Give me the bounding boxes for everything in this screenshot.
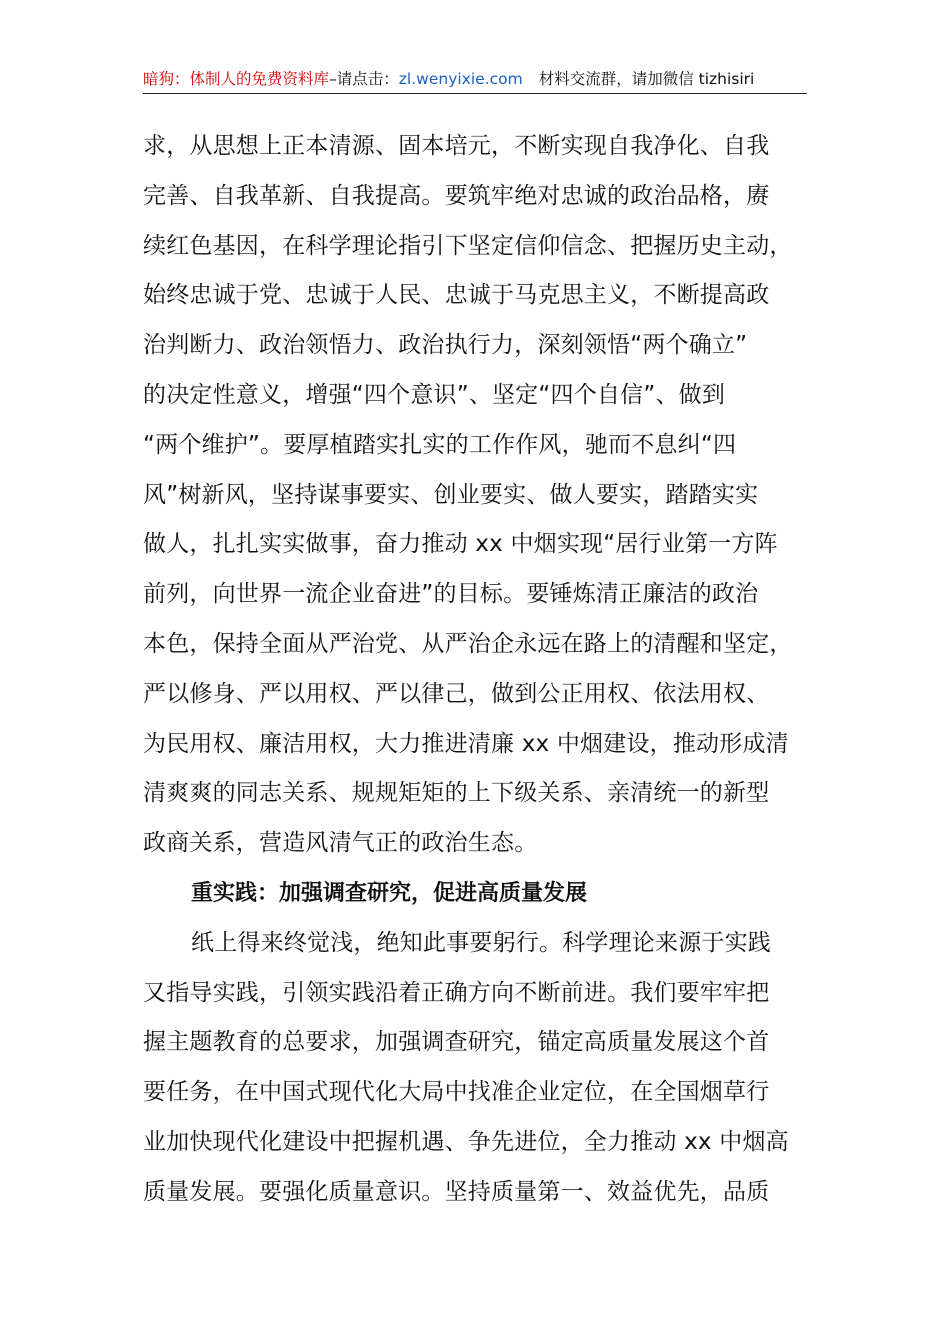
page-header <box>143 64 807 94</box>
header-link[interactable]: zl.wenyixie.com <box>398 70 523 88</box>
header-click-prefix: –请点击： <box>329 70 399 88</box>
document-body <box>143 122 818 1218</box>
section-heading: 重实践：加强调查研究，促进高质量发展 <box>191 880 588 906</box>
header-brand: 暗狗：体制人的免费资料库 <box>143 70 330 88</box>
body-paragraph-2: 纸上得来终觉浅，绝知此事要躬行。科学理论来源于实践 又指导实践，引领实践沿着正确方向不断前进。我们要牢牢把 握主题教育的总要求，加强调查研究，锚定高质量发展这个首 要任务，在中国式现代化大局中找准企业定位，在全国烟草行 业加快现代化建设中把握机遇、争先进位，全力推动 xx 中烟高 质量发展。要强化质量意识。坚持质量第一、效益优先，品质 <box>143 929 789 1205</box>
body-paragraph-1: 求，从思想上正本清源、固本培元，不断实现自我净化、自我 完善、自我革新、自我提高。要筑牢绝对忠诚的政治品格，赓 续红色基因，在科学理论指引下坚定信仰信念、把握历史主动， 始终忠诚于党、忠诚于人民、忠诚于马克思主义，不断提高政 治判断力、政治领悟力、政治执行力，深刻领悟“两个确立” 的决定性意义，增强“四个意识”、坚定“四个自信”、做到 “两个维护”。要厚植踏实扎实的工作作风，驰而不息纠“四 风”树新风，坚持谋事要实、创业要实、做人要实，踏踏实实 做人，扎扎实实做事，奋力推动 xx 中烟实现“居行业第一方阵 前列，向世界一流企业奋进”的目标。要锤炼清正廉洁的政治 本色，保持全面从严治党、从严治企永远在路上的清醒和坚定， 严以修身、严以用权、严以律己，做到公正用权、依法用权、 为民用权、廉洁用权，大力推进清廉 xx 中烟建设，推动形成清 清爽爽的同志关系、规规矩矩的上下级关系、亲清统一的新型 政商关系，营造风清气正的政治生态。 <box>143 133 793 857</box>
header-group-note: 材料交流群，请加微信 tizhisiri <box>538 70 755 88</box>
